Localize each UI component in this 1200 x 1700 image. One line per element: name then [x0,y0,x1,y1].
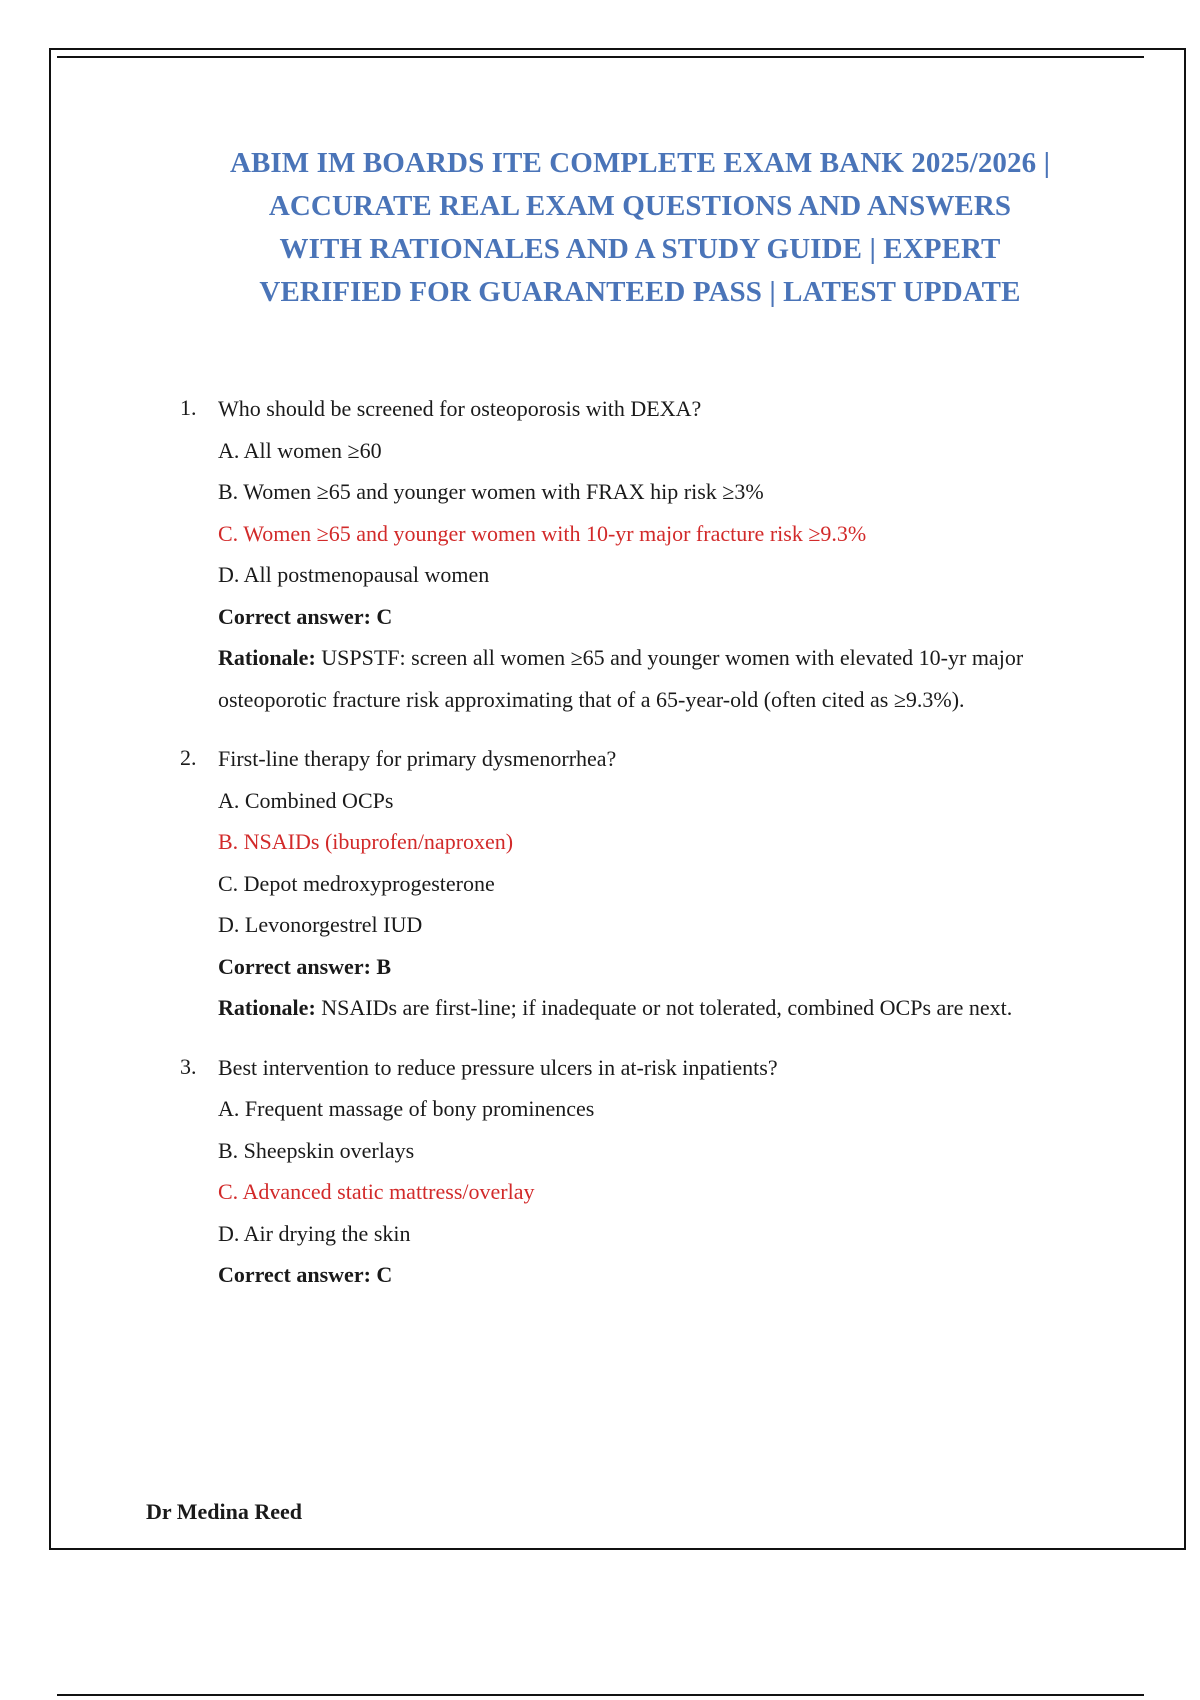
option-a: A. Combined OCPs [218,787,394,813]
question-3 [180,1047,1060,1296]
rationale-label: Rationale: [218,995,316,1020]
question-1 [180,388,1060,720]
option-a: A. All women ≥60 [218,437,382,463]
option-d: D. Levonorgestrel IUD [218,912,423,937]
question-2 [180,738,1060,1029]
rationale-label: Rationale: [218,645,316,670]
option-c: C. Depot medroxyprogesterone [218,870,495,896]
question-number: 2. [180,745,197,770]
document-title [170,142,1110,314]
option-c: C. Women ≥65 and younger women with 10-yr major fracture risk ≥9.3% [218,520,867,546]
option-d: D. Air drying the skin [218,1220,411,1246]
question-number: 1. [180,395,197,420]
option-b: B. NSAIDs (ibuprofen/naproxen) [218,829,514,854]
title-line: VERIFIED FOR GUARANTEED PASS | LATEST UPDATE [259,276,1021,308]
author-name: Dr Medina Reed [146,1499,303,1524]
rationale-text: NSAIDs are first-line; if inadequate or not tolerated, combined OCPs are next. [315,995,1013,1020]
option-b: B. Sheepskin overlays [218,1137,415,1163]
correct-answer: Correct answer: C [218,1262,393,1287]
question-list [180,388,1060,1314]
rationale [218,637,1060,720]
question-text: Who should be screened for osteoporosis with DEXA? [218,396,702,421]
option-b: B. Women ≥65 and younger women with FRAX hip risk ≥3% [218,479,764,504]
option-d: D. All postmenopausal women [218,562,490,587]
question-number: 3. [180,1053,197,1079]
correct-answer: Correct answer: C [218,603,393,629]
question-text: First-line therapy for primary dysmenorrhea? [218,746,617,771]
option-a: A. Frequent massage of bony prominences [218,1096,595,1121]
top-rule [57,56,1144,58]
option-c: C. Advanced static mattress/overlay [218,1179,535,1204]
bottom-rule [57,1694,1144,1696]
question-body [218,1047,1060,1296]
correct-answer: Correct answer: B [218,953,392,979]
title-line: WITH RATIONALES AND A STUDY GUIDE | EXPERT [279,233,1001,265]
rationale-text: USPSTF: screen all women ≥65 and younger women with elevated 10-yr major osteoporotic fracture risk approximating that of a 65-year-old (often cited as ≥9.3%). [218,645,1024,712]
question-body [218,388,1060,720]
rationale [218,987,1060,1029]
question-body [218,738,1060,1029]
title-line: ABIM IM BOARDS ITE COMPLETE EXAM BANK 2025/2026 | [229,147,1051,179]
title-line: ACCURATE REAL EXAM QUESTIONS AND ANSWERS [268,190,1012,222]
question-text: Best intervention to reduce pressure ulcers in at-risk inpatients? [218,1054,778,1080]
